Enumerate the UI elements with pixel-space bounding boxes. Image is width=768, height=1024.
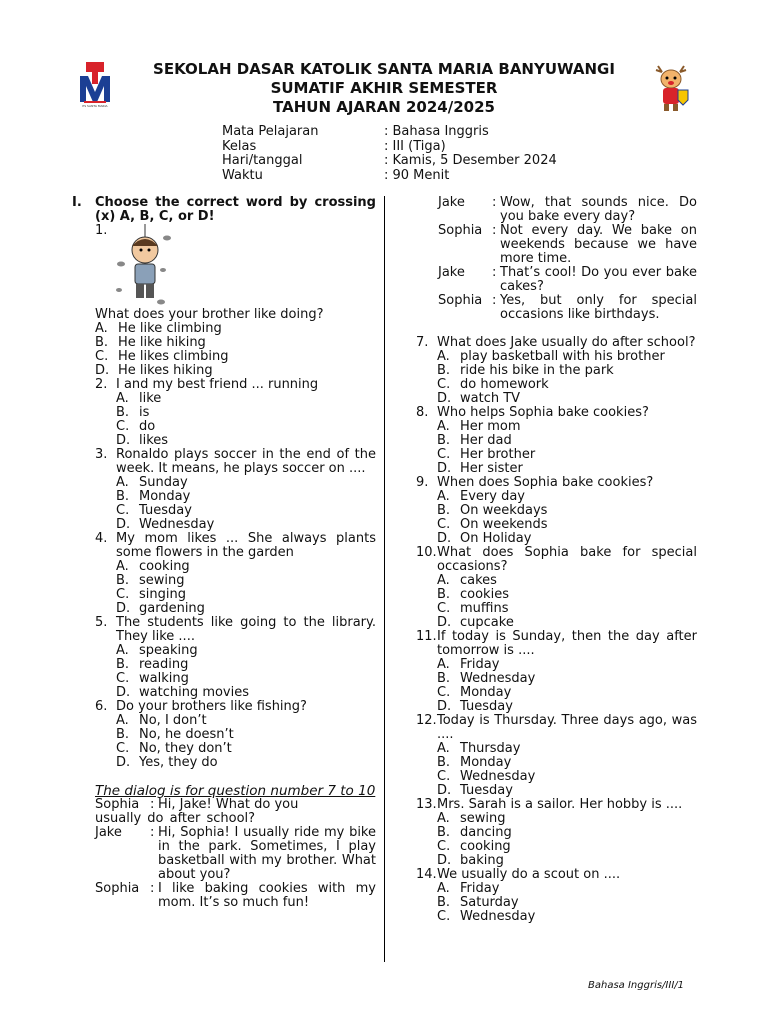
question-text: Today is Thursday. Three days ago, was .... xyxy=(437,713,697,742)
question-number: 7. xyxy=(416,335,429,350)
boy-climbing-illustration xyxy=(113,224,173,310)
question-number: 3. xyxy=(95,447,108,462)
option-text[interactable]: No, they don’t xyxy=(139,741,232,756)
option-letter: D. xyxy=(116,433,131,448)
option-text[interactable]: sewing xyxy=(139,573,185,588)
option-text[interactable]: He like hiking xyxy=(118,335,206,350)
dialog-text: I like baking cookies with my mom. It’s so much fun! xyxy=(158,881,376,910)
question-text: I and my best friend ... running xyxy=(116,377,319,392)
option-text[interactable]: Tuesday xyxy=(139,503,192,518)
dialog-line: Jake : Wow, that sounds nice. Do you bake every day? xyxy=(438,195,697,224)
question-7 xyxy=(416,336,697,350)
option-letter: D. xyxy=(116,685,131,700)
question-5 xyxy=(95,616,376,644)
header-line2: SUMATIF AKHIR SEMESTER xyxy=(270,79,498,97)
option-letter: A. xyxy=(116,713,129,728)
question-number: 2. xyxy=(95,377,108,392)
option-letter: C. xyxy=(116,419,130,434)
option-text[interactable]: play basketball with his brother xyxy=(460,349,665,364)
info-label: Kelas xyxy=(222,138,257,154)
option-text[interactable]: like xyxy=(139,391,162,406)
question-text: What does Jake usually do after school? xyxy=(437,335,696,350)
question-text: The students like going to the library. They like .... xyxy=(116,615,376,644)
question-9 xyxy=(416,476,697,490)
option-text[interactable]: Tuesday xyxy=(460,699,513,714)
option-text[interactable]: gardening xyxy=(139,601,205,616)
option-letter: A. xyxy=(437,741,450,756)
option-text[interactable]: sewing xyxy=(460,811,506,826)
option-text[interactable]: cupcake xyxy=(460,615,514,630)
option-text[interactable]: Her mom xyxy=(460,419,521,434)
header-line3: TAHUN AJARAN 2024/2025 xyxy=(273,98,495,116)
option-letter: B. xyxy=(116,727,130,742)
question-text: We usually do a scout on .... xyxy=(437,867,621,882)
option-text[interactable]: On Holiday xyxy=(460,531,532,546)
option-text[interactable]: cooking xyxy=(139,559,190,574)
dialog-line: Sophia : Yes, but only for special occasions like birthdays. xyxy=(438,293,697,322)
dialog-text: Hi, Sophia! I usually ride my bike in the park. Sometimes, I play basketball with my brother. What about you? xyxy=(158,825,376,882)
question-text: What does Sophia bake for special occasions? xyxy=(437,545,697,574)
option-text[interactable]: ride his bike in the park xyxy=(460,363,614,378)
dialog-speaker: Sophia xyxy=(95,797,140,812)
option-letter: B. xyxy=(116,489,130,504)
option-letter: C. xyxy=(95,349,109,364)
section-title: Choose the correct word by crossing (x) A, B, C, or D! xyxy=(95,195,376,224)
question-number: 9. xyxy=(416,475,429,490)
section-number: I. xyxy=(72,195,82,210)
question-text: Ronaldo plays soccer in the end of the week. It means, he plays soccer on .... xyxy=(116,447,376,476)
dialog-line: Jake : That’s cool! Do you ever bake cakes? xyxy=(438,265,697,294)
dialog-line: Sophia : Hi, Jake! What do you xyxy=(95,798,376,812)
option-letter: A. xyxy=(95,321,108,336)
option-letter: B. xyxy=(95,335,109,350)
option-text[interactable]: dancing xyxy=(460,825,512,840)
option-letter: C. xyxy=(116,503,130,518)
dialog-intro: The dialog is for question number 7 to 10 xyxy=(95,783,376,799)
option-text[interactable]: He likes hiking xyxy=(118,363,213,378)
option-letter: A. xyxy=(116,643,129,658)
option-letter: C. xyxy=(437,517,451,532)
option-text[interactable]: Friday xyxy=(460,657,500,672)
question-14 xyxy=(416,868,697,882)
option-text[interactable]: baking xyxy=(460,853,504,868)
info-value: : III (Tiga) xyxy=(384,138,446,154)
dialog-text-cont: usually do after school? xyxy=(95,811,256,826)
question-number: 4. xyxy=(95,531,108,546)
option-letter: C. xyxy=(116,741,130,756)
column-divider xyxy=(384,196,385,962)
dialog-text: That’s cool! Do you ever bake cakes? xyxy=(500,265,697,294)
option-text[interactable]: He likes climbing xyxy=(118,349,229,364)
option-letter: C. xyxy=(437,839,451,854)
info-label: Hari/tanggal xyxy=(222,153,303,168)
option-letter: A. xyxy=(116,559,129,574)
dialog-line: Sophia : Not every day. We bake on weekends because we have more time. xyxy=(438,223,697,266)
option-letter: C. xyxy=(116,587,130,602)
option-letter: D. xyxy=(437,853,452,868)
option-letter: A. xyxy=(116,475,129,490)
option-letter: C. xyxy=(437,447,451,462)
question-number: 12. xyxy=(416,713,437,728)
dialog-line: Sophia : I like baking cookies with my mom. It’s so much fun! xyxy=(95,881,376,910)
option-letter: C. xyxy=(437,685,451,700)
option-letter: A. xyxy=(116,391,129,406)
dialog-speaker: Jake xyxy=(95,825,122,840)
dialog-line: Jake : Hi, Sophia! I usually ride my bike in the park. Sometimes, I play basketball with my brother. What about you? xyxy=(95,825,376,882)
option-text[interactable]: Monday xyxy=(460,685,512,700)
option-letter: B. xyxy=(437,755,451,770)
option-text[interactable]: watch TV xyxy=(460,391,521,406)
option-text[interactable]: muffins xyxy=(460,601,509,616)
option-letter: D. xyxy=(116,755,131,770)
option-text[interactable]: Her sister xyxy=(460,461,523,476)
option-letter: A. xyxy=(437,881,450,896)
option-text[interactable]: do xyxy=(139,419,156,434)
option-letter: B. xyxy=(437,587,451,602)
option-letter: B. xyxy=(116,405,130,420)
option-letter: C. xyxy=(437,377,451,392)
option-text[interactable]: Her brother xyxy=(460,447,536,462)
option-letter: D. xyxy=(437,461,452,476)
dialog-text: Not every day. We bake on weekends because we have more time. xyxy=(500,223,697,266)
option-text[interactable]: cakes xyxy=(460,573,497,588)
option-text[interactable]: Yes, they do xyxy=(139,755,218,770)
option-text[interactable]: Saturday xyxy=(460,895,519,910)
option-letter: D. xyxy=(437,615,452,630)
option-text[interactable]: singing xyxy=(139,587,186,602)
option-text[interactable]: Sunday xyxy=(139,475,188,490)
school-header xyxy=(118,60,650,117)
info-value: : Kamis, 5 Desember 2024 xyxy=(384,153,557,168)
option-letter: B. xyxy=(116,573,130,588)
option-text[interactable]: No, I don’t xyxy=(139,713,207,728)
option-text[interactable]: No, he doesn’t xyxy=(139,727,234,742)
option-letter: B. xyxy=(437,433,451,448)
question-1-text: What does your brother like doing? xyxy=(95,307,324,322)
option-letter: D. xyxy=(437,783,452,798)
option-text[interactable]: Monday xyxy=(139,489,191,504)
dialog-speaker: Sophia xyxy=(438,223,483,238)
dialog-speaker: Sophia xyxy=(438,293,483,308)
left-column xyxy=(72,196,376,910)
question-text: If today is Sunday, then the day after tomorrow is .... xyxy=(437,629,697,658)
option-text[interactable]: is xyxy=(139,405,150,420)
option-text[interactable]: cookies xyxy=(460,587,509,602)
right-column xyxy=(416,196,697,924)
question-text: When does Sophia bake cookies? xyxy=(437,475,654,490)
info-value: : Bahasa Inggris xyxy=(384,124,489,139)
question-11 xyxy=(416,630,697,658)
option-text[interactable]: On weekends xyxy=(460,517,548,532)
question-4 xyxy=(95,532,376,560)
option-text[interactable]: Thursday xyxy=(460,741,521,756)
question-number: 5. xyxy=(95,615,108,630)
question-10 xyxy=(416,546,697,574)
question-text: Do your brothers like fishing? xyxy=(116,699,307,714)
option-text[interactable]: Wednesday xyxy=(139,517,215,532)
option-letter: B. xyxy=(116,657,130,672)
option-letter: B. xyxy=(437,895,451,910)
dialog-text: Yes, but only for special occasions like birthdays. xyxy=(500,293,697,322)
option-text[interactable]: Her dad xyxy=(460,433,512,448)
option-text[interactable]: watching movies xyxy=(139,685,250,700)
option-text[interactable]: Wednesday xyxy=(460,769,536,784)
section-heading xyxy=(72,196,376,224)
option-letter: D. xyxy=(95,363,110,378)
exam-info xyxy=(222,125,557,183)
option-text[interactable]: walking xyxy=(139,671,189,686)
option-letter: A. xyxy=(437,811,450,826)
option-text[interactable]: Tuesday xyxy=(460,783,513,798)
question-6 xyxy=(95,700,376,714)
option-letter: B. xyxy=(437,363,451,378)
option-letter: B. xyxy=(437,503,451,518)
header-line1: SEKOLAH DASAR KATOLIK SANTA MARIA BANYUWANGI xyxy=(153,60,615,78)
option-text[interactable]: Wednesday xyxy=(460,671,536,686)
option-letter: C. xyxy=(437,769,451,784)
option-text[interactable]: Wednesday xyxy=(460,909,536,924)
option-letter: D. xyxy=(437,391,452,406)
option-letter: D. xyxy=(437,699,452,714)
option-letter: B. xyxy=(437,825,451,840)
page-footer: Bahasa Inggris/III/1 xyxy=(588,980,685,991)
option-letter: B. xyxy=(437,671,451,686)
option-letter: C. xyxy=(437,909,451,924)
question-12 xyxy=(416,714,697,742)
question-number: 10. xyxy=(416,545,437,560)
info-value: : 90 Menit xyxy=(384,167,450,183)
school-logo xyxy=(78,62,112,108)
option-letter: A. xyxy=(437,489,450,504)
question-13 xyxy=(416,798,697,812)
question-8 xyxy=(416,406,697,420)
option-letter: D. xyxy=(116,517,131,532)
question-3 xyxy=(95,448,376,476)
option-text[interactable]: Monday xyxy=(460,755,512,770)
option-letter: D. xyxy=(437,531,452,546)
option-text[interactable]: likes xyxy=(139,433,169,448)
dialog-speaker: Jake xyxy=(438,195,465,210)
question-text: Mrs. Sarah is a sailor. Her hobby is .... xyxy=(437,797,683,812)
question-number: 11. xyxy=(416,629,437,644)
option-letter: D. xyxy=(116,601,131,616)
dialog-speaker: Sophia xyxy=(95,881,140,896)
option-text[interactable]: do homework xyxy=(460,377,549,392)
dialog-speaker: Jake xyxy=(438,265,465,280)
question-text: My mom likes ... She always plants some flowers in the garden xyxy=(116,531,376,560)
question-number: 8. xyxy=(416,405,429,420)
option-text[interactable]: He like climbing xyxy=(118,321,222,336)
question-1-image-row xyxy=(95,224,376,314)
option-text[interactable]: Friday xyxy=(460,881,500,896)
option-text[interactable]: Every day xyxy=(460,489,525,504)
logo-caption: PS SANTA MARIA xyxy=(82,104,108,108)
option-letter: C. xyxy=(116,671,130,686)
mascot-image xyxy=(650,62,692,112)
question-number: 13. xyxy=(416,797,437,812)
dialog-text: Wow, that sounds nice. Do you bake every day? xyxy=(500,195,697,224)
dialog-text: Hi, Jake! What do you xyxy=(158,797,299,812)
option-letter: A. xyxy=(437,419,450,434)
option-text[interactable]: speaking xyxy=(139,643,198,658)
question-number: 1. xyxy=(95,223,108,238)
question-text: Who helps Sophia bake cookies? xyxy=(437,405,649,420)
info-label: Waktu xyxy=(222,167,263,183)
question-2 xyxy=(95,378,376,392)
option-letter: A. xyxy=(437,657,450,672)
option-letter: C. xyxy=(437,601,451,616)
option-text[interactable]: reading xyxy=(139,657,189,672)
info-label: Mata Pelajaran xyxy=(222,124,319,139)
option-letter: A. xyxy=(437,349,450,364)
option-text[interactable]: On weekdays xyxy=(460,503,548,518)
question-number: 6. xyxy=(95,699,108,714)
option-letter: A. xyxy=(437,573,450,588)
option-text[interactable]: cooking xyxy=(460,839,511,854)
question-number: 14. xyxy=(416,867,437,882)
